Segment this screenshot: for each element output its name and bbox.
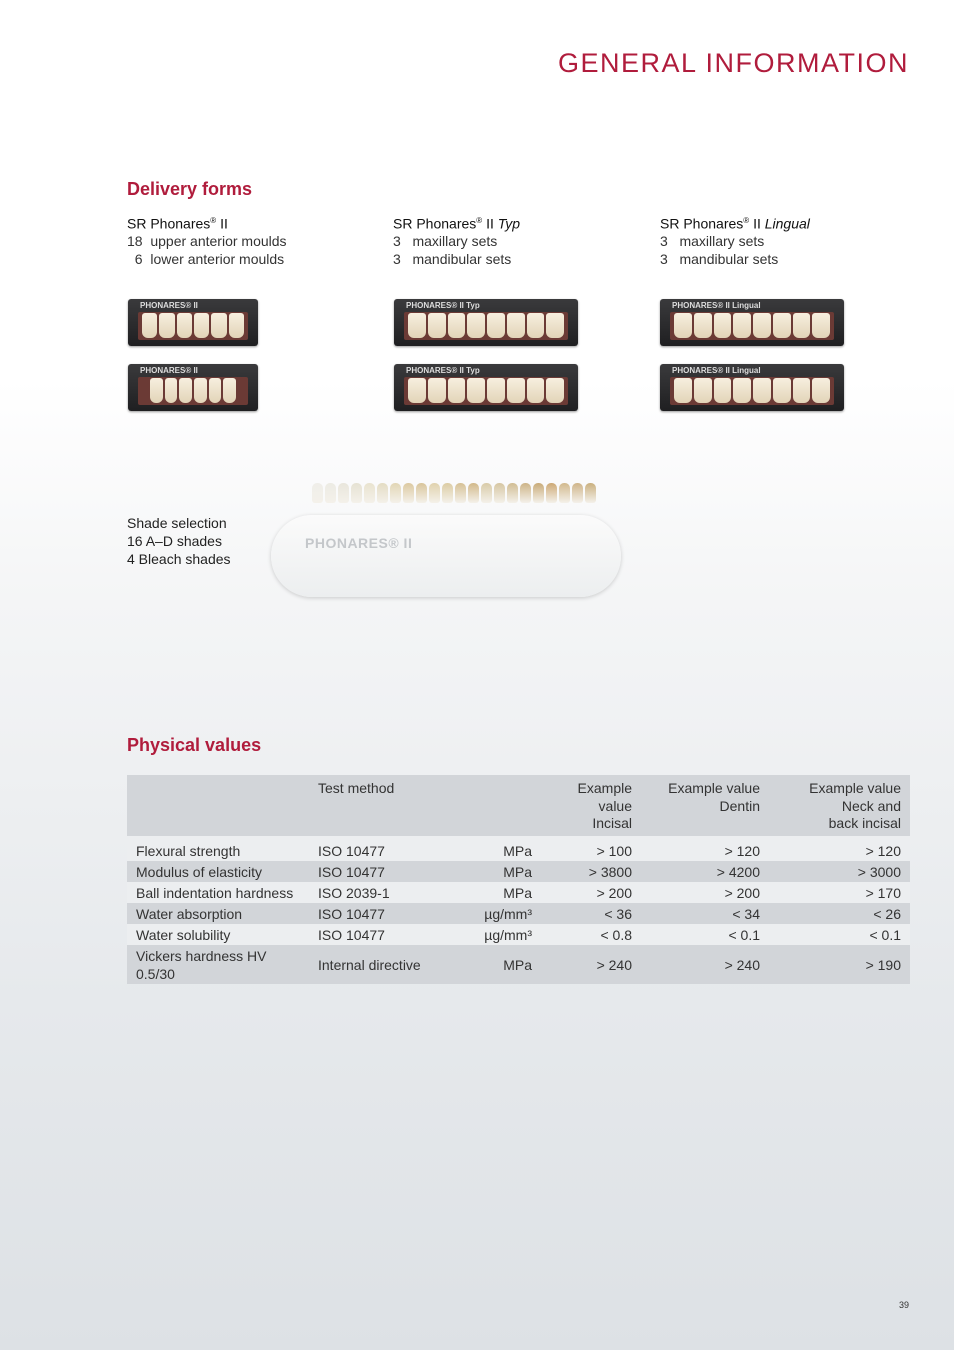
shade-line-1: 16 A–D shades (127, 533, 222, 549)
shade-tab (351, 483, 362, 503)
header-unit (449, 775, 541, 836)
tray-typ-maxillary: PHONARES® II Typ (394, 299, 578, 346)
shade-tab (481, 483, 492, 503)
shade-tab (533, 483, 544, 503)
shade-tab (390, 483, 401, 503)
tray-phonares-upper: PHONARES® II (128, 299, 258, 346)
col3-title: SR Phonares® II Lingual (660, 215, 810, 232)
header-property (127, 775, 309, 836)
physical-values-table (127, 775, 910, 984)
col1-line-1: 18 upper anterior moulds (127, 233, 287, 250)
delivery-forms-heading: Delivery forms (127, 179, 253, 199)
table-row: Water solubility ISO 10477 µg/mm³ < 0.8 < 0.1 < 0.1 (127, 924, 910, 945)
table-row: Ball indentation hardness ISO 2039-1 MPa > 200 > 200 > 170 (127, 882, 910, 903)
shade-tab (377, 483, 388, 503)
tray-phonares-lower: PHONARES® II (128, 364, 258, 411)
shade-tab (468, 483, 479, 503)
table-row: Vickers hardness HV 0.5/30 Internal directive MPa > 240 > 240 > 190 (127, 945, 910, 984)
physical-values-heading: Physical values (127, 735, 262, 755)
table-row: Modulus of elasticity ISO 10477 MPa > 3800 > 4200 > 3000 (127, 861, 910, 882)
col1-title: SR Phonares® II (127, 215, 228, 232)
table-header (127, 775, 910, 836)
header-test-method: Test method (318, 780, 395, 796)
shade-guide-image (271, 515, 621, 597)
shade-tab (455, 483, 466, 503)
shade-tab (520, 483, 531, 503)
shade-line-2: 4 Bleach shades (127, 551, 231, 567)
delivery-col-3 (660, 212, 810, 268)
shade-tab (364, 483, 375, 503)
table-row: Flexural strength ISO 10477 MPa > 100 > 120 > 120 (127, 840, 910, 861)
shade-title: Shade selection (127, 515, 227, 531)
page-title: GENERAL INFORMATION (557, 48, 909, 78)
delivery-col-1 (127, 212, 287, 268)
tray-lingual-mandibular: PHONARES® II Lingual (660, 364, 844, 411)
col3-line-1: 3 maxillary sets (660, 233, 765, 250)
shade-selection (127, 514, 231, 568)
col2-line-2: 3 mandibular sets (393, 250, 512, 267)
shade-tab (429, 483, 440, 503)
delivery-col-2 (393, 212, 520, 268)
header-incisal: Example value Incisal (577, 780, 632, 831)
shade-tabs (312, 483, 596, 503)
shade-tab (325, 483, 336, 503)
header-neck: Example value Neck and back incisal (809, 780, 901, 831)
tray-typ-mandibular: PHONARES® II Typ (394, 364, 578, 411)
shade-tab (572, 483, 583, 503)
page-number: 39 (898, 1300, 909, 1310)
shade-tab (416, 483, 427, 503)
shade-tab (403, 483, 414, 503)
tray-lingual-maxillary: PHONARES® II Lingual (660, 299, 844, 346)
col2-line-1: 3 maxillary sets (393, 233, 498, 250)
shade-tab (338, 483, 349, 503)
col2-title: SR Phonares® II Typ (393, 215, 521, 232)
col3-line-2: 3 mandibular sets (660, 250, 779, 267)
shade-tab (546, 483, 557, 503)
header-dentin: Example value Dentin (668, 780, 760, 814)
shade-tab (585, 483, 596, 503)
shade-tab (507, 483, 518, 503)
table-row: Water absorption ISO 10477 µg/mm³ < 36 < 34 < 26 (127, 903, 910, 924)
shade-tab (494, 483, 505, 503)
shade-tab (559, 483, 570, 503)
shade-tab (442, 483, 453, 503)
shade-guide-brand: PHONARES® II (305, 535, 413, 551)
col1-line-2: 6 lower anterior moulds (127, 250, 285, 267)
shade-tab (312, 483, 323, 503)
